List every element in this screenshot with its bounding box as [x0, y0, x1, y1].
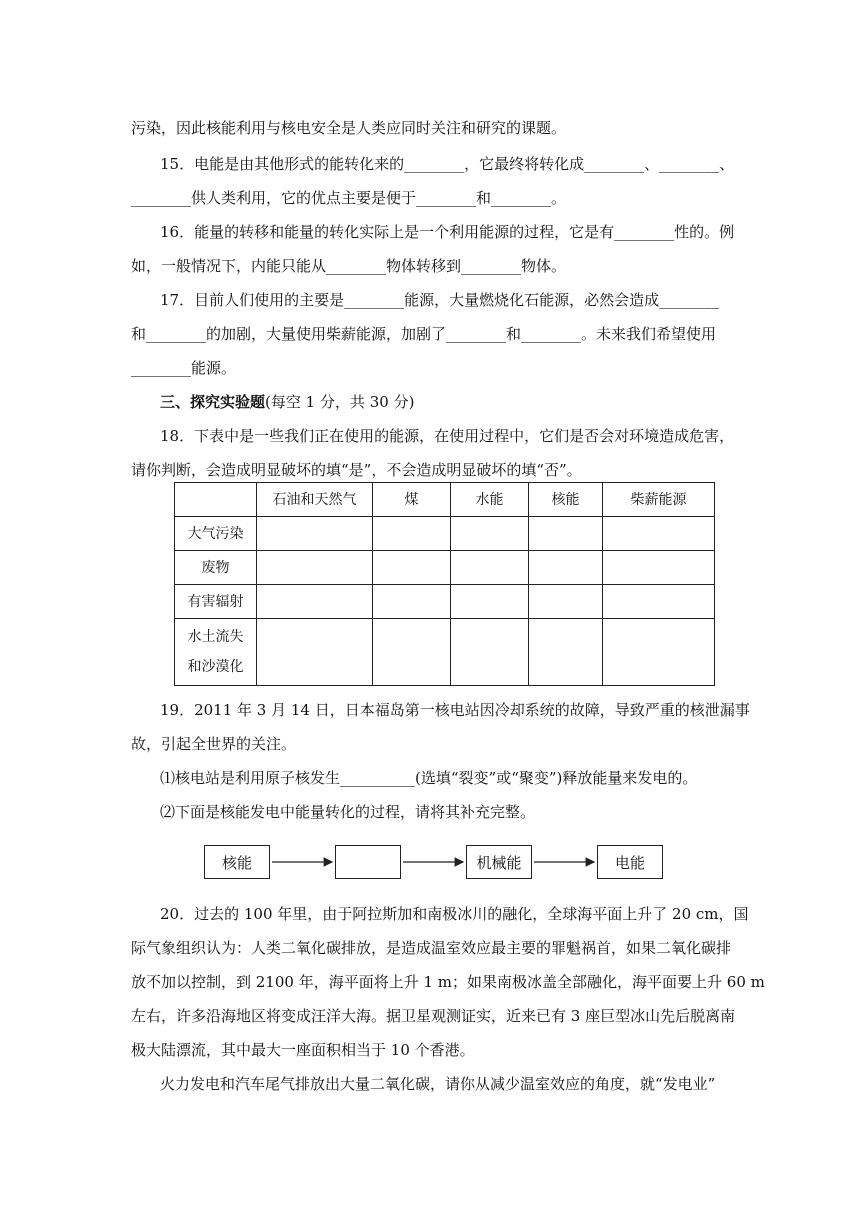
q15-line-2: ________供人类利用，它的优点主要是便于________和________。 [131, 189, 567, 207]
flow-box-mechanical: 机械能 [466, 845, 532, 879]
q17-line-1: 17．目前人们使用的主要是________能源，大量燃烧化石能源，必然会造成________ [160, 291, 720, 309]
q17-line-3: ________能源。 [131, 359, 237, 377]
q20-line-5: 极大陆漂流，其中最大一座面积相当于 10 个香港。 [131, 1041, 475, 1059]
q19-line-2: 故，引起全世界的关注。 [131, 735, 297, 753]
q20-line-2: 际气象组织认为：人类二氧化碳排放，是造成温室效应最主要的罪魁祸首，如果二氧化碳排 [131, 939, 732, 957]
row-label: 大气污染 [175, 517, 257, 551]
table-header-cell: 核能 [529, 483, 603, 517]
row-label: 废物 [175, 551, 257, 585]
section-3-note: (每空 1 分，共 30 分) [265, 393, 415, 411]
q18-line-2: 请你判断，会造成明显破坏的填“是”，不会造成明显破坏的填“否”。 [131, 461, 582, 479]
table-header-cell: 煤 [373, 483, 451, 517]
q19-sub-1: ⑴核电站是利用原子核发生__________(选填“裂变”或“聚变”)释放能量来发电的。 [160, 769, 698, 787]
q20-line-1: 20．过去的 100 年里，由于阿拉斯加和南极冰川的融化，全球海平面上升了 20 cm，国 [160, 905, 749, 923]
q20-line-6: 火力发电和汽车尾气排放出大量二氧化碳，请你从减少温室效应的角度，就“发电业” [160, 1075, 716, 1093]
row-label-line-2: 和沙漠化 [187, 659, 244, 675]
q15-line-1: 15．电能是由其他形式的能转化来的________，它最终将转化成________、________、 [160, 155, 735, 173]
q19-line-1: 19．2011 年 3 月 14 日，日本福岛第一核电站因冷却系统的故障，导致严重的核泄漏事 [160, 701, 750, 719]
q17-line-2: 和________的加剧，大量使用柴薪能源，加剧了________和________。未来我们希望使用 [131, 325, 717, 343]
q20-line-3: 放不加以控制，到 2100 年，海平面将上升 1 m；如果南极冰盖全部融化，海平面要上升 60 m [131, 973, 765, 991]
q19-sub-2: ⑵下面是核能发电中能量转化的过程，请将其补充完整。 [160, 803, 536, 821]
q16-line-1: 16．能量的转移和能量的转化实际上是一个利用能源的过程，它是有________性的。例 [160, 223, 735, 241]
q18-line-1: 18．下表中是一些我们正在使用的能源，在使用过程中，它们是否会对环境造成危害， [160, 427, 735, 445]
table-header-cell: 柴薪能源 [603, 483, 715, 517]
q16-line-2: 如，一般情况下，内能只能从________物体转移到________物体。 [131, 257, 567, 275]
flow-box-nuclear: 核能 [204, 845, 270, 879]
section-3-title: 三、探究实验题 [160, 393, 266, 411]
q20-line-4: 左右，许多沿海地区将变成汪洋大海。据卫星观测证实，近来已有 3 座巨型冰山先后脱离南 [131, 1007, 736, 1025]
row-label-line-1: 水土流失 [187, 629, 244, 645]
table-header-cell: 石油和天然气 [257, 483, 373, 517]
table-header-cell: 水能 [451, 483, 529, 517]
row-label: 有害辐射 [175, 585, 257, 619]
flow-box-electric: 电能 [597, 845, 663, 879]
intro-tail-text: 污染，因此核能利用与核电安全是人类应同时关注和研究的课题。 [131, 119, 567, 137]
